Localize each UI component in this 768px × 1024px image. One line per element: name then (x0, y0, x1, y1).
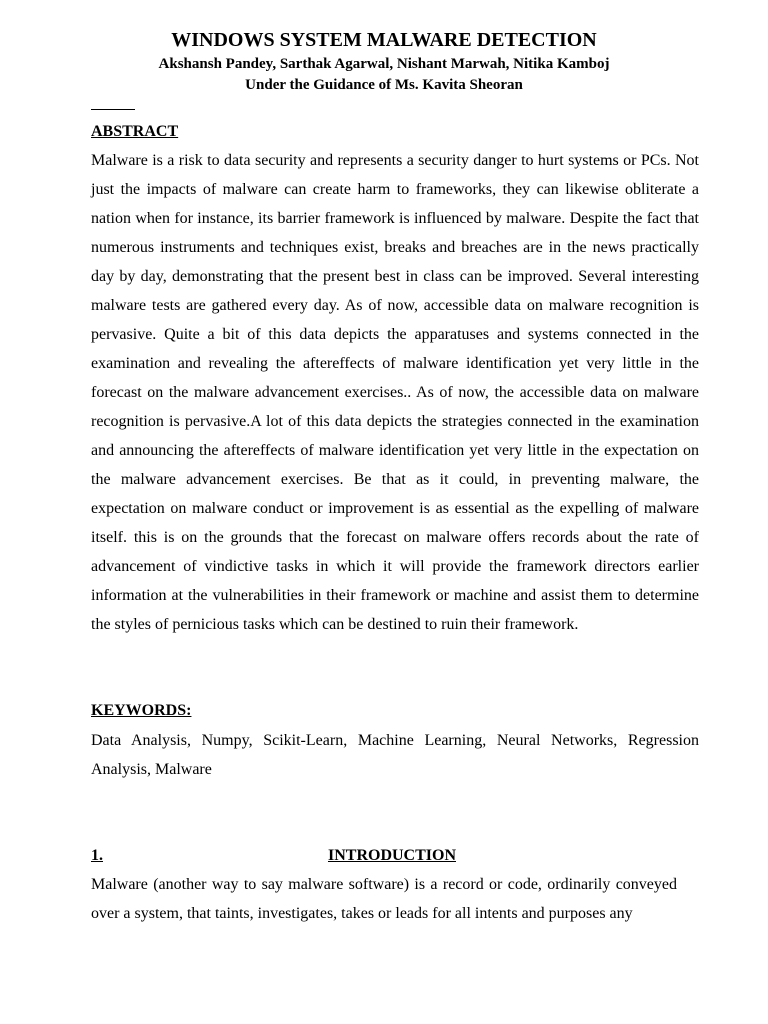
section-number: 1. (91, 847, 103, 864)
paper-title: WINDOWS SYSTEM MALWARE DETECTION (171, 29, 597, 51)
abstract-heading: ABSTRACT (91, 123, 179, 140)
guidance-line: Under the Guidance of Ms. Kavita Sheoran (245, 77, 523, 93)
abstract-body: Malware is a risk to data security and represents a security danger to hurt systems or PCs. Not just the impacts of malware can create harm to frameworks, they can likewise obliterate a nation when for instance, its barrier framework is influenced by malware. Despite the fact that numerous instruments and techniques exist, breaks and breaches are in the news practically day by day, demonstrating that the present best in class can be improved. Several interesting malware tests are gathered every day. As of now, accessible data on malware recognition is pervasive. Quite a bit of this data depicts the apparatuses and systems connected in the examination and revealing the aftereffects of malware identification yet very little in the forecast on the malware advancement exercises.. As of now, the accessible data on malware recognition is pervasive.A lot of this data depicts the strategies connected in the examination and announcing the aftereffects of malware identification yet very little in the expectation on the malware advancement exercises. Be that as it could, in preventing malware, the expectation on malware conduct or improvement is as essential as the expelling of malware itself. this is on the grounds that the forecast on malware offers records about the rate of advancement of vindictive tasks in which it will provide the framework directors earlier information at the vulnerabilities in their framework or machine and assist them to determine the styles of pernicious tasks which can be destined to ruin their framework. (91, 152, 699, 633)
keywords-heading: KEYWORDS: (91, 702, 192, 719)
introduction-body: Malware (another way to say malware software) is a record or code, ordinarily conveyed over a system, that taints, investigates, takes or leads for all intents and purposes any (91, 876, 677, 922)
introduction-heading (91, 846, 456, 866)
keywords-body: Data Analysis, Numpy, Scikit-Learn, Machine Learning, Neural Networks, Regression Analysis, Malware (91, 732, 699, 778)
divider-rule (91, 109, 135, 110)
author-list: Akshansh Pandey, Sarthak Agarwal, Nishant Marwah, Nitika Kamboj (158, 56, 610, 72)
section-title: INTRODUCTION (327, 847, 456, 864)
